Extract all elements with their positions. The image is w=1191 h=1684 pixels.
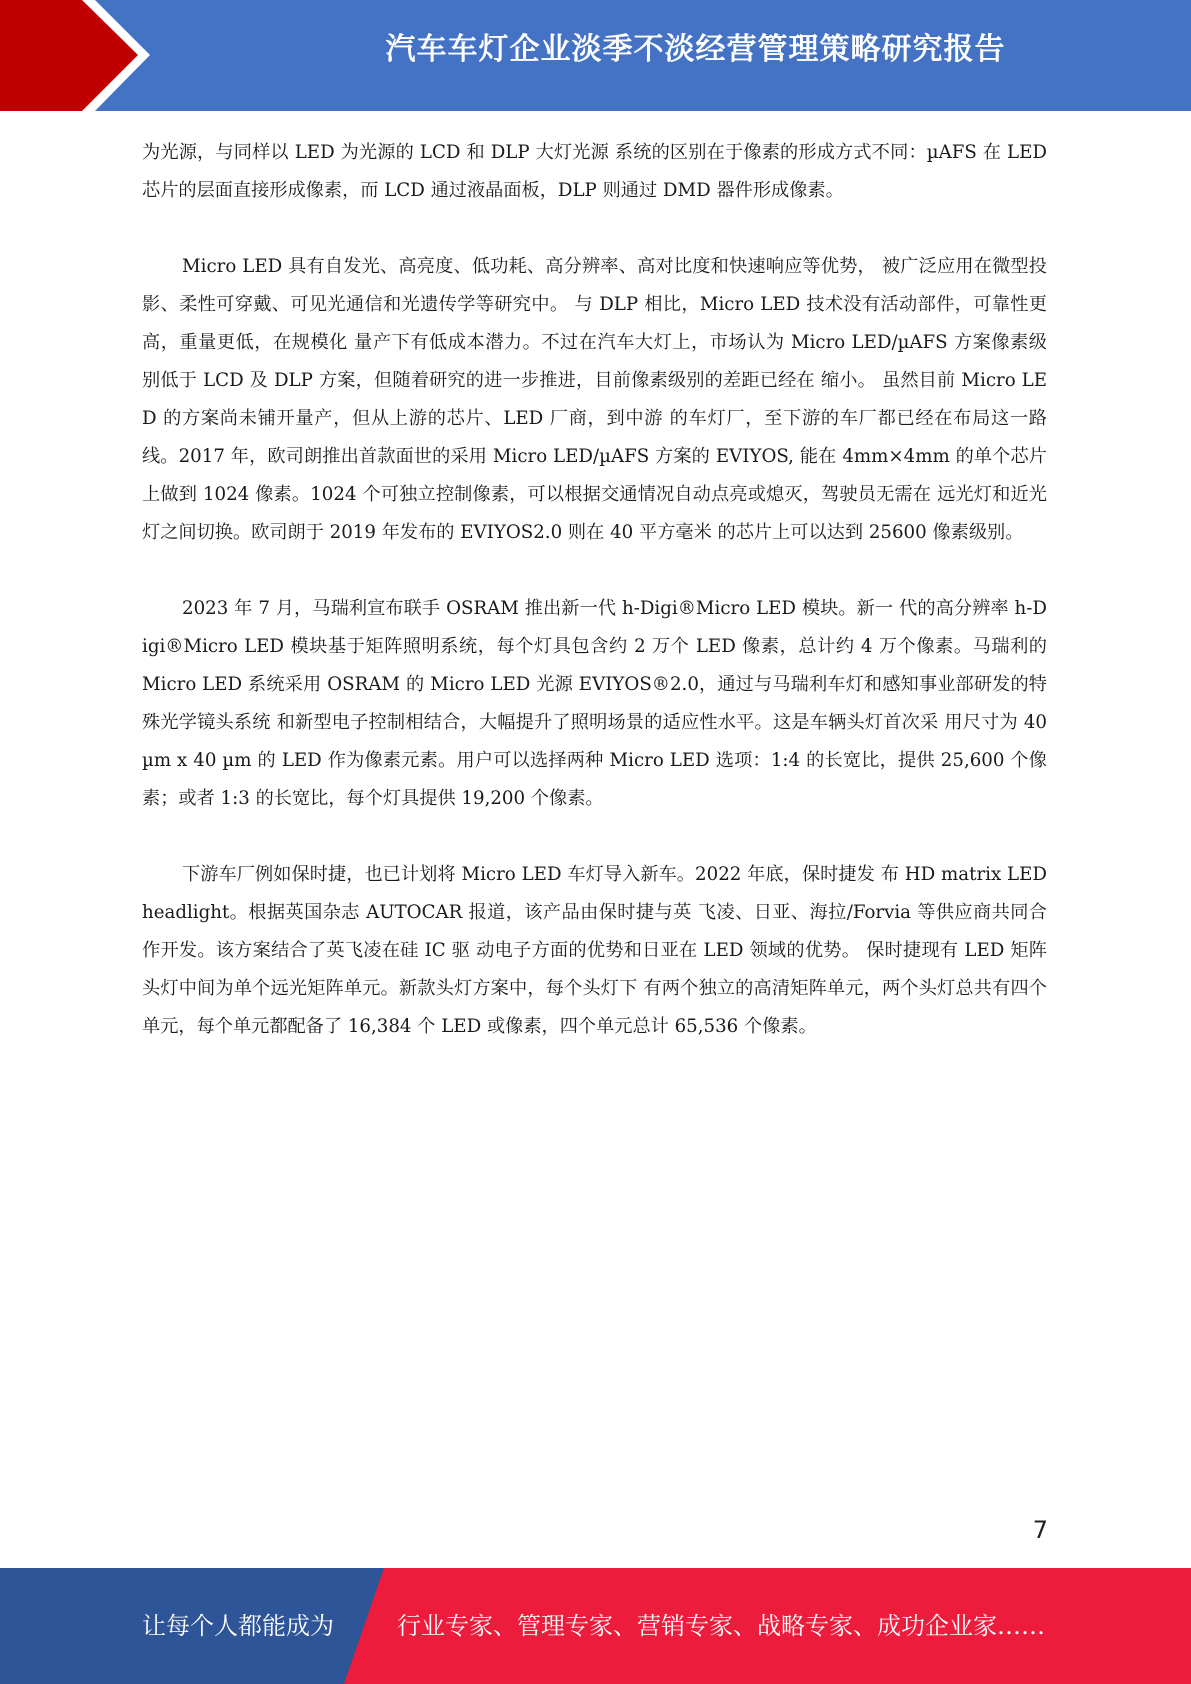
page-number: 7 <box>1032 1516 1048 1544</box>
page-footer <box>0 1568 1191 1684</box>
paragraph-4: 下游车厂例如保时捷，也已计划将 Micro LED 车灯导入新车。2022 年底，保时捷发 布 HD matrix LED headlight。根据英国杂志 AUTOCAR 报道，该产品由保时捷与英 飞凌、日亚、海拉/Forvia 等供应商共同合作开发。该方案结合了英飞凌在硅 IC 驱 动电子方面的优势和日亚在 LED 领域的优势。 保时捷现有 LED 矩阵头灯中间为单个远光矩阵单元。新款头灯方案中，每个头灯下 有两个独立的高清矩阵单元，两个头灯总共有四个单元，每个单元都配备了 16,384 个 LED 或像素，四个单元总计 65,536 个像素。 <box>142 864 1047 1037</box>
footer-slogan-right: 行业专家、管理专家、营销专家、战略专家、成功企业家…… <box>397 1612 1045 1640</box>
report-title: 汽车车灯企业淡季不淡经营管理策略研究报告 <box>385 32 1006 67</box>
page-header <box>0 0 1191 111</box>
footer-slogan-left: 让每个人都能成为 <box>142 1612 334 1640</box>
paragraph-3: 2023 年 7 月，马瑞利宣布联手 OSRAM 推出新一代 h-Digi®Micro LED 模块。新一 代的高分辨率 h-Digi®Micro LED 模块基于矩阵照明系统，每个灯具包含约 2 万个 LED 像素，总计约 4 万个像素。马瑞利的 Micro LED 系统采用 OSRAM 的 Micro LED 光源 EVIYOS®2.0，通过与马瑞利车灯和感知事业部研发的特殊光学镜头系统 和新型电子控制相结合，大幅提升了照明场景的适应性水平。这是车辆头灯首次采 用尺寸为 40 µm x 40 µm 的 LED 作为像素元素。用户可以选择两种 Micro LED 选项：1:4 的长宽比，提供 25,600 个像素；或者 1:3 的长宽比，每个灯具提供 19,200 个像素。 <box>142 598 1047 809</box>
document-body <box>142 134 1047 1084</box>
paragraph-1: 为光源，与同样以 LED 为光源的 LCD 和 DLP 大灯光源 系统的区别在于像素的形成方式不同：µAFS 在 LED 芯片的层面直接形成像素，而 LCD 通过液晶面板，DLP 则通过 DMD 器件形成像素。 <box>142 142 1047 201</box>
paragraph-2: Micro LED 具有自发光、高亮度、低功耗、高分辨率、高对比度和快速响应等优势， 被广泛应用在微型投影、柔性可穿戴、可见光通信和光遗传学等研究中。 与 DLP 相比，Micro LED 技术没有活动部件，可靠性更高，重量更低，在规模化 量产下有低成本潜力。不过在汽车大灯上，市场认为 Micro LED/µAFS 方案像素级 别低于 LCD 及 DLP 方案，但随着研究的进一步推进，目前像素级别的差距已经在 缩小。 虽然目前 Micro LED 的方案尚未铺开量产，但从上游的芯片、LED 厂商，到中游 的车灯厂，至下游的车厂都已经在布局这一路线。2017 年，欧司朗推出首款面世的采用 Micro LED/µAFS 方案的 EVIYOS, 能在 4mm×4mm 的单个芯片上做到 1024 像素。1024 个可独立控制像素，可以根据交通情况自动点亮或熄灭，驾驶员无需在 远光灯和近光灯之间切换。欧司朗于 2019 年发布的 EVIYOS2.0 则在 40 平方毫米 的芯片上可以达到 25600 像素级别。 <box>142 256 1047 543</box>
